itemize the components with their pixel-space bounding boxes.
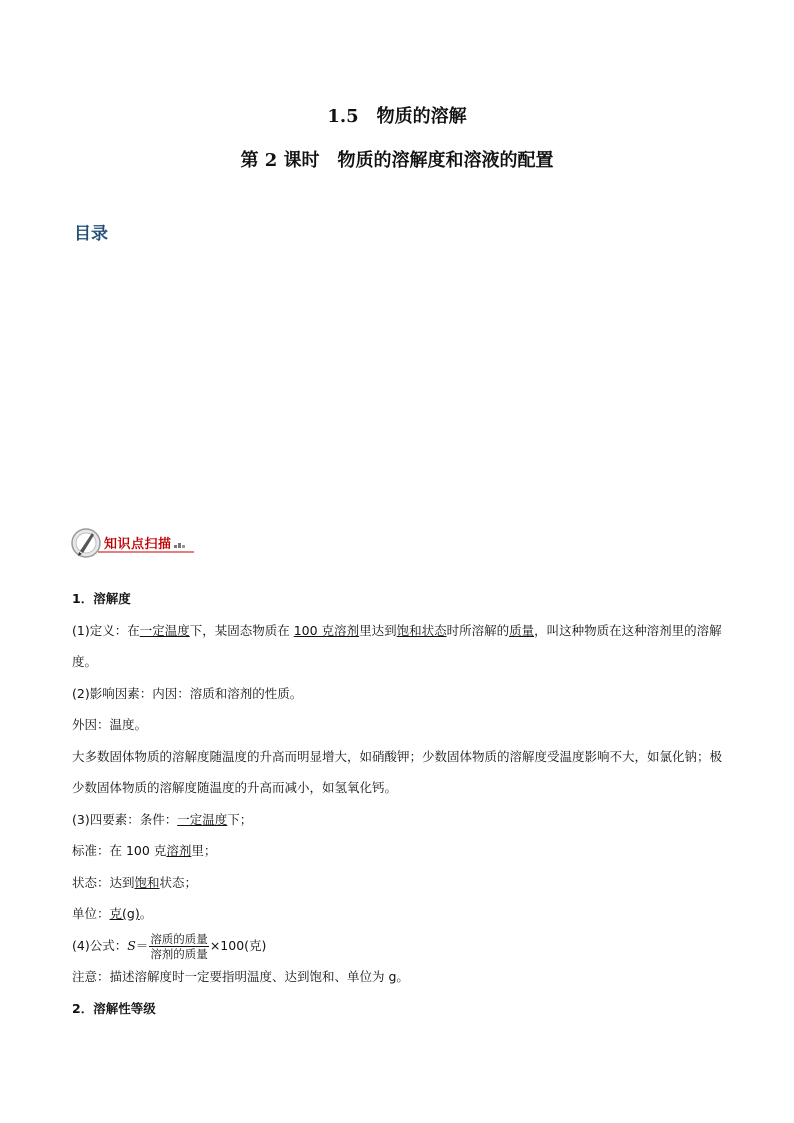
lesson-title: 1.5 物质的溶解 [327, 106, 467, 127]
underlined-term: 100 克溶剂 [293, 622, 360, 638]
element-text: 单位： [72, 906, 110, 921]
element-text: 里； [191, 843, 217, 858]
banner-label: 知识点扫描 [104, 537, 172, 552]
underlined-term: 饱和 [134, 874, 160, 890]
formula-symbol: S [127, 937, 136, 953]
definition-text: 下，某固态物质在 [189, 622, 294, 638]
element-standard [72, 835, 732, 867]
element-text: 状态：达到 [72, 874, 135, 890]
knowledge-scan-banner [70, 526, 198, 560]
fraction-denominator: 溶剂的质量 [150, 946, 208, 961]
fraction-numerator: 溶质的质量 [150, 931, 208, 946]
underlined-term: 克(g) [109, 906, 140, 921]
content-body [72, 583, 732, 1024]
definition-text: ，叫这种物质在这种溶剂里的溶解度。 [72, 622, 722, 669]
section-heading: 1．溶解度 [72, 591, 131, 606]
note-line: 注意：描述溶解度时一定要指明温度、达到饱和、单位为 g。 [72, 969, 409, 984]
element-text: 状态； [159, 874, 198, 890]
underlined-term: 溶剂 [166, 843, 192, 858]
factors-external: 外因：温度。 [72, 717, 148, 732]
underlined-term: 饱和状态 [396, 622, 447, 638]
element-unit [72, 898, 732, 930]
definition-text: 里达到 [359, 622, 397, 638]
formula-equals: ＝ [135, 937, 149, 953]
section-heading: 2．溶解性等级 [72, 1000, 156, 1016]
definition-paragraph [72, 615, 732, 678]
trend-paragraph: 大多数固体物质的溶解度随温度的升高而明显增大，如硝酸钾；少数固体物质的溶解度受温度影响不大，如氯化钠；极少数固体物质的溶解度随温度的升高而减小，如氢氧化钙。 [72, 748, 723, 795]
underlined-term: 质量 [509, 622, 535, 638]
formula-fraction [149, 932, 209, 961]
formula-prefix: (4)公式： [72, 937, 128, 953]
element-condition [72, 804, 732, 836]
formula-suffix: ×100(克) [209, 937, 267, 953]
definition-text: 时所溶解的 [446, 622, 510, 638]
element-text: 下； [227, 811, 253, 827]
element-state [72, 867, 732, 899]
underlined-term: 一定温度 [139, 622, 190, 638]
factors-internal: (2)影响因素：内因：溶质和溶剂的性质。 [72, 685, 303, 701]
definition-text: (1)定义：在 [72, 622, 140, 638]
underlined-term: 一定温度 [177, 811, 228, 827]
toc-heading: 目录 [74, 224, 108, 244]
element-text: (3)四要素：条件： [72, 811, 178, 827]
lesson-subtitle: 第 2 课时 物质的溶解度和溶液的配置 [240, 150, 554, 171]
element-text: 。 [139, 906, 153, 921]
element-text: 标准：在 100 克 [72, 843, 167, 858]
solubility-formula [72, 930, 732, 962]
